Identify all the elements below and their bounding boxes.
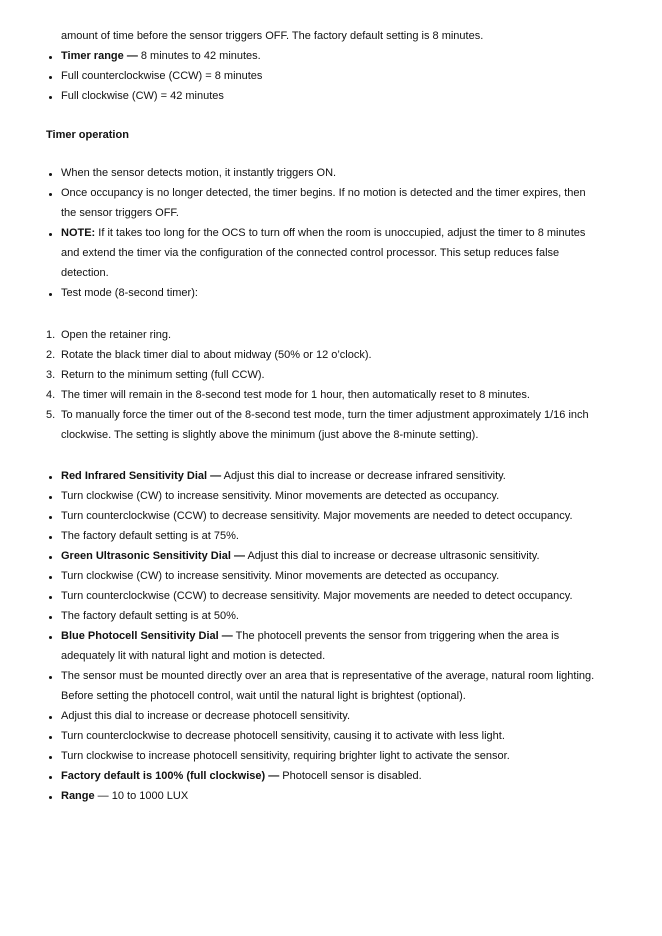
note-cont-2: detection. <box>61 267 109 279</box>
bullet-photocell-cw: Turn clockwise to increase photocell sensitivity, requiring brighter light to activate the sensor. <box>61 750 510 762</box>
step-text: Rotate the black timer dial to about midway (50% or 12 o’clock). <box>61 349 372 361</box>
bullet-red-default: The factory default setting is at 75%. <box>61 530 239 542</box>
bullet-blue-dial <box>61 629 559 643</box>
step-2 <box>46 348 372 362</box>
bullet-adjust-photocell: Adjust this dial to increase or decrease photocell sensitivity. <box>61 710 350 722</box>
note-label: NOTE: <box>61 227 96 239</box>
bullet-note <box>61 226 585 240</box>
factory-default-label: Factory default is 100% (full clockwise) — <box>61 770 280 782</box>
bullet-ccw: Full counterclockwise (CCW) = 8 minutes <box>61 70 263 82</box>
mount-cont: Before setting the photocell control, wait until the natural light is brightest (optional). <box>61 690 466 702</box>
step-text: The timer will remain in the 8-second test mode for 1 hour, then automatically reset to 8 minutes. <box>61 389 530 401</box>
step-number: 4. <box>46 389 56 401</box>
step-number: 2. <box>46 349 56 361</box>
timer-range-label: Timer range — <box>61 50 138 62</box>
range-label: Range <box>61 790 95 802</box>
step-4 <box>46 388 530 402</box>
blue-dial-text: The photocell prevents the sensor from triggering when the area is <box>232 630 560 642</box>
intro-continuation: amount of time before the sensor triggers OFF. The factory default setting is 8 minutes. <box>61 30 484 42</box>
bullet-occupancy-cont: the sensor triggers OFF. <box>61 207 179 219</box>
note-text: If it takes too long for the OCS to turn off when the room is unoccupied, adjust the timer to 8 minutes <box>95 227 586 239</box>
bullet-factory-default <box>61 769 422 783</box>
bullet-occupancy: Once occupancy is no longer detected, the timer begins. If no motion is detected and the timer expires, then <box>61 187 586 199</box>
bullet-red-cw: Turn clockwise (CW) to increase sensitivity. Minor movements are detected as occupancy. <box>61 490 500 502</box>
timer-operation-heading: Timer operation <box>46 129 129 141</box>
step-number: 5. <box>46 409 56 421</box>
step-text: To manually force the timer out of the 8-second test mode, turn the timer adjustment approximately 1/16 inch <box>61 409 589 421</box>
step-5 <box>46 408 589 422</box>
bullet-green-ccw: Turn counterclockwise (CCW) to decrease sensitivity. Major movements are needed to detect occupancy. <box>61 590 573 602</box>
step-text: Open the retainer ring. <box>61 329 172 341</box>
bullet-timer-range <box>61 49 261 63</box>
step-number: 1. <box>46 329 56 341</box>
bullet-red-ccw: Turn counterclockwise (CCW) to decrease sensitivity. Major movements are needed to detect occupancy. <box>61 510 573 522</box>
blue-dial-label: Blue Photocell Sensitivity Dial — <box>61 630 233 642</box>
bullet-cw: Full clockwise (CW) = 42 minutes <box>61 90 224 102</box>
step-5-cont: clockwise. The setting is slightly above the minimum (just above the 8-minute setting). <box>61 429 479 441</box>
bullet-red-dial <box>61 469 506 483</box>
bullet-green-default: The factory default setting is at 50%. <box>61 610 239 622</box>
factory-default-text: Photocell sensor is disabled. <box>279 770 422 782</box>
red-dial-text: Adjust this dial to increase or decrease infrared sensitivity. <box>221 470 506 482</box>
red-dial-label: Red Infrared Sensitivity Dial — <box>61 470 222 482</box>
step-text: Return to the minimum setting (full CCW). <box>61 369 265 381</box>
bullet-green-cw: Turn clockwise (CW) to increase sensitivity. Minor movements are detected as occupancy. <box>61 570 500 582</box>
bullet-green-dial <box>61 549 540 563</box>
step-number: 3. <box>46 369 56 381</box>
green-dial-label: Green Ultrasonic Sensitivity Dial — <box>61 550 246 562</box>
step-3 <box>46 368 265 382</box>
blue-dial-cont: adequately lit with natural light and motion is detected. <box>61 650 326 662</box>
bullet-mount: The sensor must be mounted directly over an area that is representative of the average, natural room lighting. <box>61 670 595 682</box>
note-cont-1: and extend the timer via the configuration of the connected control processor. This setup reduces false <box>61 247 560 259</box>
bullet-range <box>61 789 188 803</box>
step-1 <box>46 328 172 342</box>
green-dial-text: Adjust this dial to increase or decrease ultrasonic sensitivity. <box>245 550 540 562</box>
timer-range-text: 8 minutes to 42 minutes. <box>137 50 261 62</box>
bullet-motion: When the sensor detects motion, it instantly triggers ON. <box>61 167 337 179</box>
bullet-test-mode: Test mode (8-second timer): <box>61 287 198 299</box>
bullet-photocell-ccw: Turn counterclockwise to decrease photocell sensitivity, causing it to activate with less light. <box>61 730 505 742</box>
range-text: — 10 to 1000 LUX <box>94 790 189 802</box>
